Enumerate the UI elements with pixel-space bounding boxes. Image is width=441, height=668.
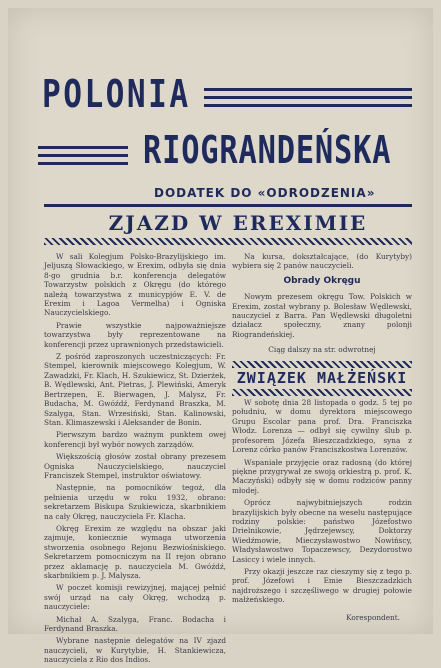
paragraph: Następnie, na pomocników tegoż, dla pełnienia urzędu w roku 1932, obrano: sekretarzem Biskupa Szukiewicza, skarbnikiem na cały Okręg, nauczyciela Fr. Klacha. — [44, 483, 226, 521]
paragraph: Oprócz najwybitniejszych rodzin brazylijskich były obecne na weselu następujące rodziny polskie: państwo Józefostwo Drielnikowie, Jędrzejewscy, Doktorzy Wiedźmowie, Mieczysławostwo Nowińscy, Władysławostwo Topaczewscy, Dezydorostwo Lasiccy i wiele innych. — [232, 498, 412, 564]
paragraph: W poczet komisji rewizyjnej, mającej pełnić swój urząd na cały Okręg, wchodzą p. nauczyciele: — [44, 583, 226, 612]
masthead-title-line2: RIOGRANDEŃSKA — [143, 128, 392, 172]
masthead-rule — [204, 96, 412, 99]
signature: Korespondent. — [346, 612, 400, 622]
article-headline: ZJAZD W EREXIMIE — [108, 211, 368, 235]
paragraph: Okręg Erexim ze względu na obszar jaki zajmuje, koniecznie wymaga utworzenia stworzenia osobnego Rejonu Bezwiośniskiego. Sekretarzem pomocniczym na II rejon obrano przez aklamację p. nauczyciela M. Gwóźdź, skarbnikiem p. J. Malysza. — [44, 523, 226, 580]
headline-zigzag-rule — [44, 238, 412, 245]
section-heading-zwiazek: ZWIĄZEK MAŁŻEŃSKI — [236, 368, 408, 387]
continued-note: Ciąg dalszy na str. odwrotnej — [268, 345, 376, 355]
article-right-column — [232, 252, 412, 622]
masthead-rule — [38, 154, 128, 157]
masthead-rule — [204, 88, 412, 91]
masthead-rule — [38, 146, 128, 149]
headline-rule — [44, 204, 412, 207]
decorative-band — [232, 361, 412, 368]
paragraph: W sobotę dnia 28 listopada o godz. 5 tej po południu, w domu dyrektora miejscowego Grupu Escolar pana prof. Dra. Franciszka Włodz. Lorenza — odbył się cywilny ślub p. profesorem Józefa Bieszczadzkiego, syna z Lorenz córko panów Franciszkostwa Lorenzów. — [232, 398, 412, 455]
masthead-rule — [38, 162, 128, 165]
masthead-title-line1: POLONIA — [42, 72, 191, 116]
decorative-band — [232, 389, 412, 396]
article-left-column — [44, 252, 226, 668]
section-obrady-paragraph: Nowym prezesem okręgu Tow. Polskich w Erexim, został wybrany p. Bolesław Wędlewski, nauczyciel z Barra. Pan Wędlewski długoletni działacz społeczny, znany polonji Riograndeńskiej. — [232, 292, 412, 339]
paragraph: Pierwszym bardzo ważnym punktem owej konferencji był wybór nowych zarządów. — [44, 430, 226, 449]
right-intro-paragraph: Na kursa, dokształcające, (do Kurytyby) wybiera się 2 panów nauczycieli. — [232, 252, 412, 271]
paragraph: Wybrane następnie delegatów na IV zjazd nauczycieli, w Kurytybie, H. Stankiewicza, nauczyciela z Rio dos Indios. — [44, 636, 226, 665]
paragraph: Większością głosów został obrany prezesem Ogniska Nauczycielskiego, nauczyciel Franciszek Stempel, instruktor oświatowy. — [44, 452, 226, 480]
paragraph: Wspaniałe przyjęcie oraz radosną (do której piękne przygrywał ze swoją orkiestrą p. prof. K. Maczyński) odbyły się w domu rodziców panny młodej. — [232, 457, 412, 495]
paragraph: Michał A. Szalyga, Franc. Bodacha i Ferdynand Braszka. — [44, 614, 226, 634]
masthead-subtitle: DODATEK DO «ODRODZENIA» — [154, 186, 376, 200]
paragraph: Przy okazji jeszcze raz cieszymy się z tego p. prof. Józefowi i Emie Bieszczadzkich najdroższego i szczęśliwego w drugiej połowie małżeńskiego. — [232, 566, 412, 605]
masthead-rule — [204, 104, 412, 107]
paragraph: W sali Kolegjum Polsko-Brazylijskiego im. Jeljuszą Słowackiego, w Erexim, odbyła się dnia 8-go grudnia b.r. konferencja delegatów Towarzystw polskich z Okręgu (do którego należą towarzystwa z municypjów E. V. de Erexim i Lagoa Vermelha) i Ogniska Nauczycielskiego. — [44, 252, 226, 318]
paragraph: Z pośród zaproszonych uczestniczących: Fr. Stempel, kierownik miejscowego Kolegjum, W. Zawadzki, Fr. Klach, H. Szukiewicz, St. Dzierżek, B. Wędlewski, Ant. Pietras, J. Plewiński, Ameryk Bertrzepen, E. Bierwagen, J. Malysz, Fr. Budacha, M. Gwóźdź, Ferdynand Braszka, M. Szalyga, Stan. Wrzesiński, Stan. Kalinowski, Stan. Klimaszewski i Aleksander de Bonin. — [44, 352, 226, 427]
paragraph: Prawie wszystkie najpoważniejsze towarzystwa były reprezentowane na konferencji przez uprawnionych przedstawicieli. — [44, 320, 226, 349]
section-zwiazek-body — [232, 398, 412, 605]
section-heading-obrady: Obrady Okręgu — [283, 275, 361, 286]
newspaper-page — [8, 8, 433, 665]
